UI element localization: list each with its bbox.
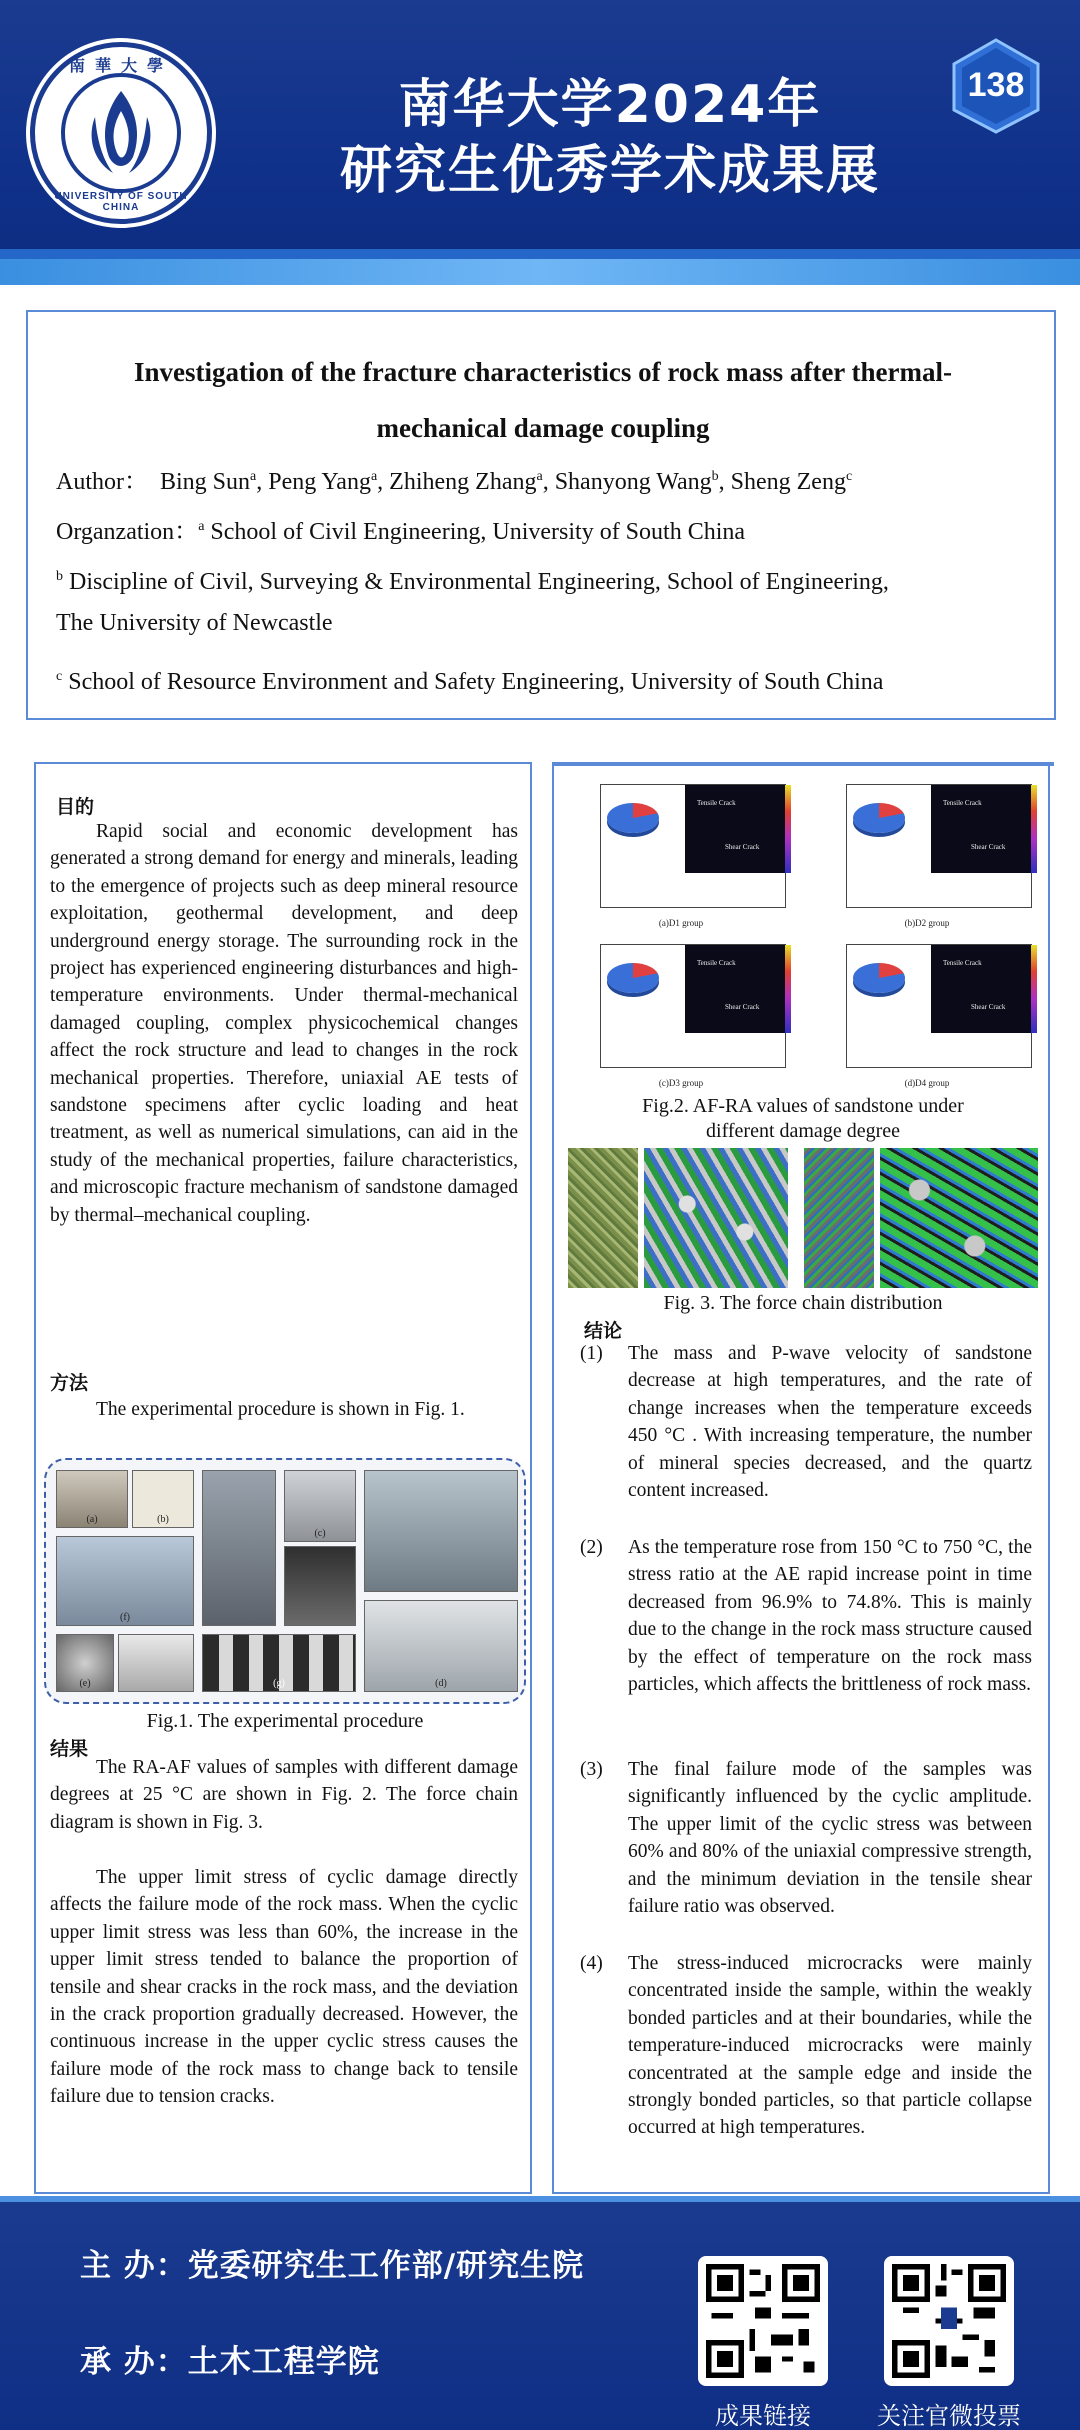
panel-label: (g) xyxy=(273,1678,285,1689)
author-aff: a xyxy=(370,469,378,484)
conclusion-number: (2) xyxy=(580,1537,603,1558)
photo-specimen-size xyxy=(132,1470,194,1528)
qr-code-icon xyxy=(706,2264,820,2378)
university-logo xyxy=(30,42,212,224)
conclusion-number: (3) xyxy=(580,1759,603,1780)
organizer-line: 承 办：土木工程学院 xyxy=(80,2344,380,2380)
figure-2-caption xyxy=(554,1094,1052,1144)
crack-ratio-pie xyxy=(853,803,905,833)
column-top-rule xyxy=(552,762,1054,766)
ra-af-plot xyxy=(846,944,1032,1068)
qr-code-wechat[interactable] xyxy=(884,2256,1014,2386)
qr-code-icon xyxy=(892,2264,1006,2378)
colorbar xyxy=(785,785,791,873)
conclusion-text: As the temperature rose from 150 °C to 750 °C, the stress ratio at the AE rapid increase point in time decreased from 96.9% to 74.8%. This is mainly due to the change in the rock mass structure caused by the effect of temperature on the rock mass particles, which affects the brittleness of rock mass. xyxy=(628,1537,1032,1696)
conclusion-text: The mass and P-wave velocity of sandstone decrease at high temperatures, and the rate of change increases when the temperature exceeds 450 °C . With increasing temperature, the number of mineral species decreased, and the quartz content increased. xyxy=(628,1343,1032,1502)
org-b-mark: b xyxy=(56,569,63,584)
panel-label: (c)D3 group xyxy=(658,1078,704,1088)
photo-ae-system xyxy=(364,1470,518,1592)
figure-2-caption-line1: Fig.2. AF-RA values of sandstone under xyxy=(642,1095,964,1117)
force-chain-image-1 xyxy=(568,1148,638,1288)
force-chain-image-4 xyxy=(880,1148,1038,1288)
figure-3-caption: Fig. 3. The force chain distribution xyxy=(663,1292,943,1314)
org-line-a xyxy=(56,510,745,549)
figure-2-caption-line2: different damage degree xyxy=(706,1120,900,1142)
colorbar xyxy=(785,945,791,1033)
method-heading: 方法 xyxy=(50,1372,89,1394)
force-chain-image-2 xyxy=(644,1148,788,1288)
author-aff: c xyxy=(845,469,853,484)
poster-header xyxy=(0,0,1080,285)
density-map xyxy=(685,945,785,1033)
fig2-panel-d1 xyxy=(572,780,790,930)
poster-number-badge xyxy=(950,38,1042,134)
fig2-panel-d4 xyxy=(818,940,1036,1090)
tensile-label: Tensile Crack xyxy=(697,799,736,807)
shear-label: Shear Crack xyxy=(971,1003,1006,1011)
author-prefix: Author： xyxy=(56,469,148,495)
org-prefix: Organzation： xyxy=(56,519,199,545)
poster-footer xyxy=(0,2196,1080,2430)
method-text: The experimental procedure is shown in Fig. 1. xyxy=(96,1399,465,1420)
paper-title-line2: mechanical damage coupling xyxy=(376,413,710,443)
paper-title xyxy=(48,344,1038,456)
conclusion-item xyxy=(580,1340,1032,1504)
tensile-label: Tensile Crack xyxy=(943,799,982,807)
org-b-line1: Discipline of Civil, Surveying & Environmental Engineering, School of Engineering, xyxy=(69,569,889,595)
author-line: Author： Bing Sun$^a$, Peng Yang$^a$, Zhiheng Zhang$^a$, Shanyong Wang$^b$, Sheng Zeng$^c$ xyxy=(56,469,853,495)
conclusion-item xyxy=(580,1950,1032,2142)
colorbar xyxy=(1031,785,1037,873)
author-name: Sheng Zeng xyxy=(730,469,846,495)
author-name: Shanyong Wang xyxy=(554,469,712,495)
shear-label: Shear Crack xyxy=(725,1003,760,1011)
tensile-label: Tensile Crack xyxy=(943,959,982,967)
photo-lab-equipment xyxy=(56,1536,194,1626)
panel-label: (d)D4 group xyxy=(904,1078,950,1088)
org-line-b2 xyxy=(56,606,333,640)
conclusion-text: The stress-induced microcracks were mainly concentrated inside the sample, within the weakly bonded particles and at their boundaries, while the temperature-induced microcracks were mainly concentrated at the sample edge and inside the strongly bonded particles, so that particle collapse occurred at high temperatures. xyxy=(628,1953,1032,2139)
results-text-1: The RA-AF values of samples with different damage degrees at 25 °C are shown in Fig. 2. The force chain diagram is shown in Fig. 3. xyxy=(50,1757,518,1833)
org-line-c xyxy=(56,660,883,699)
photo-loading-machine xyxy=(202,1470,276,1626)
flame-emblem-icon xyxy=(65,77,177,189)
org-b-line2: The University of Newcastle xyxy=(56,610,333,636)
event-title-line2: 研究生优秀学术成果展 xyxy=(339,141,880,201)
purpose-heading: 目的 xyxy=(56,796,95,818)
fig2-panel-d3 xyxy=(572,940,790,1090)
panel-label: (e) xyxy=(79,1678,91,1689)
conclusion-item xyxy=(580,1534,1032,1698)
conclusion-text: The final failure mode of the samples was significantly influenced by the cyclic amplitude. The upper limit of the cyclic stress was between 60% and 80% of the uniaxial compressive strength, and the minimum deviation in the tensile shear failure ratio was observed. xyxy=(628,1759,1032,1918)
shear-label: Shear Crack xyxy=(725,843,760,851)
conclusions-heading: 结论 xyxy=(584,1320,623,1342)
ra-af-plot xyxy=(846,784,1032,908)
org-a-mark: a xyxy=(198,519,205,534)
right-column xyxy=(552,762,1050,2194)
shear-label: Shear Crack xyxy=(971,843,1006,851)
org-c: School of Resource Environment and Safety Engineering, University of South China xyxy=(68,669,884,695)
panel-label: (a) xyxy=(86,1514,98,1525)
results-text-2: The upper limit stress of cyclic damage directly affects the failure mode of the rock mass. When the cyclic upper limit stress was less than 60%, the increase in the upper limit stress tended to balance the proportion of tensile and shear cracks in the rock mass, and the deviation in the crack proportion gradually decreased. However, the continuous increase in the upper cyclic stress causes the failure mode of the rock mass to change back to tensile failure due to tension cracks. xyxy=(50,1867,518,2108)
crack-ratio-pie xyxy=(607,803,659,833)
photo-failed-samples xyxy=(202,1634,356,1692)
photo-furnace xyxy=(284,1470,356,1542)
force-chain-image-3 xyxy=(804,1148,874,1288)
event-title-line1: 南华大学2024年 xyxy=(398,75,822,135)
logo-top-text: 南華大學 xyxy=(68,56,173,75)
results-heading: 结果 xyxy=(50,1738,89,1760)
header-band-light xyxy=(0,259,1080,285)
ra-af-plot xyxy=(600,944,786,1068)
photo-furnace-interior xyxy=(284,1546,356,1626)
footer-band xyxy=(0,2196,1080,2202)
density-map xyxy=(685,785,785,873)
qr-wechat-label: 关注官微投票 xyxy=(877,2402,1021,2430)
figure-1-caption: Fig.1. The experimental procedure xyxy=(146,1710,424,1732)
ra-af-plot xyxy=(600,784,786,908)
crack-ratio-pie xyxy=(607,963,659,993)
paper-info-box xyxy=(26,310,1056,720)
author-name: Bing Sun xyxy=(160,469,251,495)
poster-number: 138 xyxy=(967,66,1025,104)
author-name: Zhiheng Zhang xyxy=(389,469,537,495)
fig2-panel-d2 xyxy=(818,780,1036,930)
author-aff: a xyxy=(250,469,257,484)
panel-label: (a)D1 group xyxy=(658,918,704,928)
header-band-dark xyxy=(0,249,1080,259)
colorbar xyxy=(1031,945,1037,1033)
author-aff: b xyxy=(711,469,719,484)
logo-inner-ring xyxy=(61,73,181,193)
tensile-label: Tensile Crack xyxy=(697,959,736,967)
crack-ratio-pie xyxy=(853,963,905,993)
qr-code-results[interactable] xyxy=(698,2256,828,2386)
figure-1-experimental-procedure xyxy=(44,1458,526,1704)
density-map xyxy=(931,945,1031,1033)
photo-scale xyxy=(118,1634,194,1692)
org-c-mark: c xyxy=(56,669,63,684)
purpose-text: Rapid social and economic development has generated a strong demand for energy and minerals, leading to the emergence of projects such as deep mineral resource exploitation, geothermal development, and deep underground energy storage. The surrounding rock in the project has experienced engineering disturbances and high-temperature environments. Under thermal-mechanical damaged coupling, complex physicochemical changes affect the rock structure and lead to changes in the rock mechanical properties. Therefore, uniaxial AE tests of sandstone specimens after cyclic loading and heat treatment, as well as numerical simulations, can aid in the study of the mechanical properties, failure characteristics, and microscopic fracture mechanism of sandstone damaged by thermal–mechanical coupling. xyxy=(50,821,518,1226)
panel-label: (b)D2 group xyxy=(904,918,950,928)
org-line-b1 xyxy=(56,560,889,599)
photo-wave-tester xyxy=(56,1634,114,1692)
conclusion-number: (4) xyxy=(580,1953,603,1974)
author-name: Peng Yang xyxy=(268,469,371,495)
paper-title-line1: Investigation of the fracture characteristics of rock mass after thermal- xyxy=(133,357,953,387)
conclusion-number: (1) xyxy=(580,1343,603,1364)
conclusion-item xyxy=(580,1756,1032,1920)
left-column xyxy=(34,762,532,2194)
panel-label: (f) xyxy=(120,1612,130,1623)
org-a: School of Civil Engineering, University of South China xyxy=(210,519,746,545)
logo-bottom-text: UNIVERSITY OF SOUTH CHINA xyxy=(54,191,188,213)
qr-results-label: 成果链接 xyxy=(715,2402,811,2430)
density-map xyxy=(931,785,1031,873)
panel-label: (d) xyxy=(435,1678,447,1689)
event-title xyxy=(280,72,940,204)
panel-label: (b) xyxy=(157,1514,169,1525)
author-aff: a xyxy=(536,469,543,484)
photo-data-acquisition xyxy=(364,1600,518,1692)
photo-specimens xyxy=(56,1470,128,1528)
host-line: 主 办：党委研究生工作部/研究生院 xyxy=(80,2248,585,2284)
panel-label: (c) xyxy=(314,1528,326,1539)
